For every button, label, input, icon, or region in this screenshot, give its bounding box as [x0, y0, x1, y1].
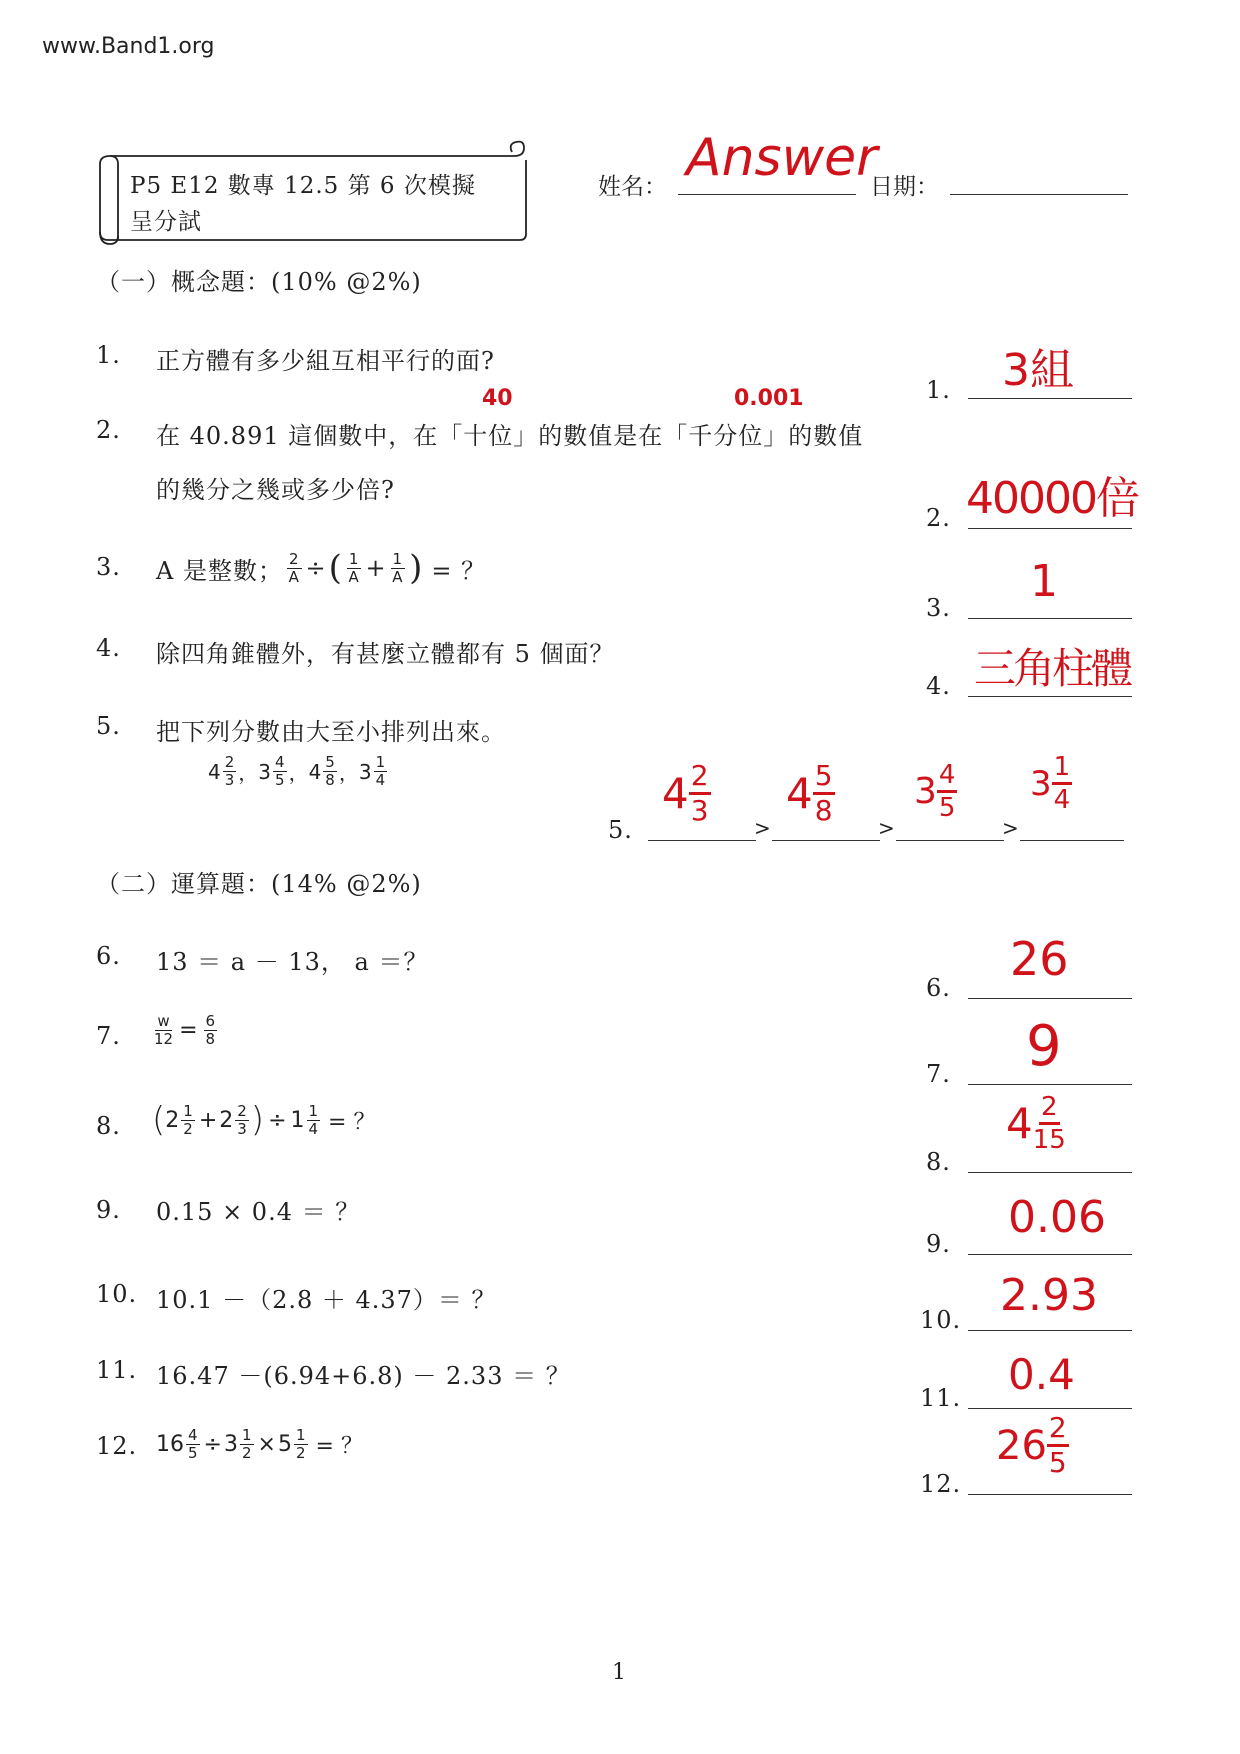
answer-5-value-1: 4 2 3	[662, 759, 709, 827]
q6-text: 13 ＝ a － 13， a ＝？	[156, 948, 429, 976]
section-2-title: （二）運算題：(14% @2%)	[96, 870, 422, 898]
answer-4-blank[interactable]	[968, 696, 1132, 697]
answer-2-number: 2.	[926, 504, 951, 532]
title-line-2: 呈分試	[130, 209, 202, 235]
answer-5-blank-2[interactable]	[772, 840, 880, 841]
q11-number: 11.	[96, 1356, 138, 1384]
close-paren: )	[250, 1100, 265, 1140]
answer-9-number: 9.	[926, 1230, 951, 1258]
answer-5-blank-3[interactable]	[896, 840, 1004, 841]
q3-suffix: = ？	[431, 556, 487, 585]
q5-fraction-4: $\frac{1}{4}$	[375, 753, 386, 789]
answer-1-number: 1.	[926, 376, 951, 404]
answer-11-value: 0.4	[1008, 1350, 1075, 1399]
answer-10-number: 10.	[920, 1306, 962, 1334]
q4-number: 4.	[96, 634, 121, 662]
q12-fraction-1: $\frac{4}{5}$	[188, 1426, 198, 1462]
q3-number: 3.	[96, 553, 121, 581]
answer-7-blank[interactable]	[968, 1084, 1132, 1085]
close-paren: )	[409, 548, 424, 588]
q2-text-a: 在 40.891 這個數中，在「十位」的數值是在「千分位」的數值	[156, 422, 864, 450]
page-number: 1	[612, 1660, 626, 1685]
answer-6-number: 6.	[926, 974, 951, 1002]
q2-note-tens: 40	[482, 386, 513, 411]
answer-4-value: 三角柱體	[974, 644, 1131, 693]
answer-8-value: 4 2 15	[1006, 1092, 1066, 1155]
answer-9-blank[interactable]	[968, 1254, 1132, 1255]
q9-number: 9.	[96, 1196, 121, 1224]
q8-expression: ( 2 $\frac{1}{2}$ + 2 $\frac{2}{3}$ ) ÷ 1 $\frac{1}{4}$ = ？	[152, 1100, 376, 1140]
name-label: 姓名：	[598, 174, 667, 200]
answer-12-value: 26 2 5	[996, 1411, 1067, 1479]
q3-fraction-2: $\frac{1}{A}$	[348, 549, 360, 586]
q2-note-thousandths: 0.001	[734, 386, 804, 411]
q3-expression	[156, 548, 486, 588]
q4-text: 除四角錐體外，有甚麼立體都有 5 個面？	[156, 640, 615, 668]
answer-11-number: 11.	[920, 1384, 962, 1412]
q8-number: 8.	[96, 1112, 121, 1140]
answer-5-gt-3: >	[1002, 816, 1019, 840]
q12-fraction-3: $\frac{1}{2}$	[295, 1426, 306, 1462]
q5-fraction-1: $\frac{2}{3}$	[224, 753, 235, 789]
q6-number: 6.	[96, 942, 121, 970]
q10-text: 10.1 －（2.8 ＋ 4.37）＝ ？	[156, 1286, 497, 1314]
answer-5-value-2: 4 5 8	[786, 759, 833, 827]
answer-9-value: 0.06	[1008, 1192, 1106, 1243]
date-label: 日期：	[870, 174, 939, 200]
q7-expression: $\frac{w}{12}$ = $\frac{6}{8}$	[154, 1012, 216, 1048]
q7-number: 7.	[96, 1022, 121, 1050]
answer-5-gt-1: >	[754, 816, 771, 840]
q5-fraction-list: 4 $\frac{2}{3}$ ， 3 $\frac{4}{5}$ ， 4 $\frac{5}{8}$ ， 3 $\frac{1}{4}$	[208, 753, 386, 789]
q3-fraction-3: $\frac{1}{A}$	[392, 549, 404, 586]
answer-5-blank-4[interactable]	[1020, 840, 1124, 841]
q2-text-b: 的幾分之幾或多少倍?	[156, 476, 395, 504]
q9-text: 0.15 × 0.4 ＝ ？	[156, 1198, 361, 1226]
section-1-title: （一）概念題：(10% @2%)	[96, 268, 422, 296]
q11-text: 16.47 －(6.94+6.8) － 2.33 ＝ ？	[156, 1362, 571, 1390]
q3-fraction-1: $\frac{2}{A}$	[288, 549, 300, 586]
q8-fraction-2: $\frac{2}{3}$	[237, 1101, 247, 1138]
answer-1-blank[interactable]	[968, 398, 1132, 399]
answer-6-blank[interactable]	[968, 998, 1132, 999]
answer-8-blank[interactable]	[968, 1172, 1132, 1173]
answer-7-number: 7.	[926, 1060, 951, 1088]
answer-12-number: 12.	[920, 1470, 962, 1498]
answer-5-gt-2: >	[878, 816, 895, 840]
q7-fraction-left: $\frac{w}{12}$	[154, 1012, 174, 1048]
answer-5-value-4: 3 1 4	[1030, 752, 1071, 815]
q1-text: 正方體有多少組互相平行的面?	[156, 347, 495, 375]
q5-text: 把下列分數由大至小排列出來。	[156, 718, 506, 746]
answer-3-value: 1	[1030, 556, 1058, 607]
date-field[interactable]	[950, 194, 1128, 195]
answer-4-number: 4.	[926, 672, 951, 700]
q12-number: 12.	[96, 1432, 138, 1460]
open-paren: (	[152, 1100, 166, 1140]
q2-number: 2.	[96, 416, 121, 444]
answer-1-value: 3組	[1002, 345, 1074, 396]
q5-number: 5.	[96, 712, 121, 740]
answer-3-blank[interactable]	[968, 618, 1132, 619]
answer-3-number: 3.	[926, 594, 951, 622]
q10-number: 10.	[96, 1280, 138, 1308]
q8-fraction-3: $\frac{1}{4}$	[308, 1101, 319, 1138]
title-line-1: P5 E12 數專 12.5 第 6 次模擬	[130, 173, 476, 199]
q3-prefix: A 是整數；	[156, 556, 283, 585]
q12-expression: 16 $\frac{4}{5}$ ÷ 3 $\frac{1}{2}$ × 5 $\frac{1}{2}$ = ？	[156, 1426, 363, 1462]
answer-10-blank[interactable]	[968, 1330, 1132, 1331]
name-field[interactable]	[678, 194, 856, 195]
answer-10-value: 2.93	[1000, 1270, 1098, 1321]
q5-fraction-3: $\frac{5}{8}$	[325, 753, 335, 789]
answer-2-blank[interactable]	[968, 528, 1132, 529]
name-value: Answer	[686, 128, 878, 188]
answer-5-blank-1[interactable]	[648, 840, 756, 841]
answer-5-number: 5.	[608, 816, 633, 844]
open-paren: (	[328, 548, 343, 588]
site-url[interactable]: www.Band1.org	[42, 34, 215, 59]
q7-fraction-right: $\frac{6}{8}$	[205, 1012, 216, 1048]
q8-fraction-1: $\frac{1}{2}$	[183, 1101, 193, 1138]
answer-6-value: 26	[1010, 932, 1069, 986]
answer-7-value: 9	[1026, 1014, 1062, 1079]
q1-number: 1.	[96, 341, 121, 369]
plus-sign: +	[365, 554, 387, 582]
answer-5-value-3: 3 4 5	[914, 760, 956, 823]
answer-8-number: 8.	[926, 1148, 951, 1176]
q5-fraction-2: $\frac{4}{5}$	[275, 753, 285, 789]
answer-2-value: 40000倍	[966, 473, 1138, 524]
answer-12-blank[interactable]	[968, 1494, 1132, 1495]
answer-11-blank[interactable]	[968, 1408, 1132, 1409]
q12-fraction-2: $\frac{1}{2}$	[241, 1426, 252, 1462]
divide-sign: ÷	[305, 554, 327, 582]
